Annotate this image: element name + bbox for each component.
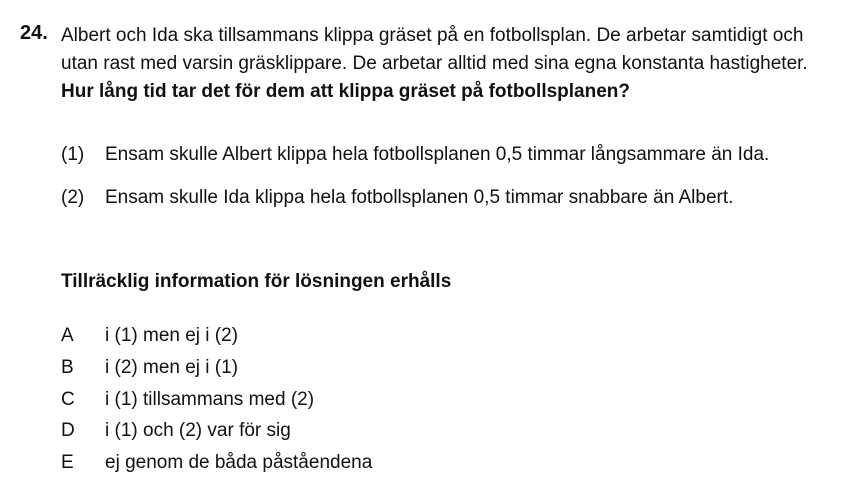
option-d-text: i (1) och (2) var för sig bbox=[105, 420, 291, 442]
statement-1-text: Ensam skulle Albert klippa hela fotbollsplanen 0,5 timmar långsammare än Ida. bbox=[105, 144, 770, 165]
option-e[interactable] bbox=[61, 449, 372, 481]
option-d-letter: D bbox=[61, 420, 75, 442]
option-d[interactable] bbox=[61, 417, 372, 449]
statement-2-text: Ensam skulle Ida klippa hela fotbollsplanen 0,5 timmar snabbare än Albert. bbox=[105, 187, 734, 208]
option-c-letter: C bbox=[61, 388, 75, 410]
option-a[interactable] bbox=[61, 322, 372, 354]
answer-options bbox=[61, 322, 372, 481]
option-e-letter: E bbox=[61, 452, 74, 474]
statement-2 bbox=[61, 184, 733, 212]
info-heading: Tillräcklig information för lösningen erhålls bbox=[61, 271, 452, 292]
option-b-text: i (2) men ej i (1) bbox=[105, 356, 239, 378]
option-c-text: i (1) tillsammans med (2) bbox=[105, 388, 315, 410]
question-prompt: Hur lång tid tar det för dem att klippa gräset på fotbollsplanen? bbox=[61, 81, 630, 102]
option-c[interactable] bbox=[61, 386, 372, 418]
statement-1 bbox=[61, 141, 769, 169]
option-a-letter: A bbox=[61, 325, 74, 346]
statement-2-number: (2) bbox=[61, 187, 85, 208]
question-text-line-2: utan rast med varsin gräsklippare. De arbetar alltid med sina egna konstanta hastigheter. bbox=[61, 53, 808, 74]
option-b[interactable] bbox=[61, 354, 372, 386]
statement-1-number: (1) bbox=[61, 144, 85, 165]
question-text-line-1: Albert och Ida ska tillsammans klippa gräset på en fotbollsplan. De arbetar samtidigt och bbox=[61, 25, 804, 46]
question-body bbox=[61, 22, 841, 106]
option-a-text: i (1) men ej i (2) bbox=[105, 325, 239, 346]
option-e-text: ej genom de båda påståendena bbox=[105, 452, 373, 474]
option-b-letter: B bbox=[61, 356, 74, 378]
question-number: 24. bbox=[20, 22, 48, 44]
